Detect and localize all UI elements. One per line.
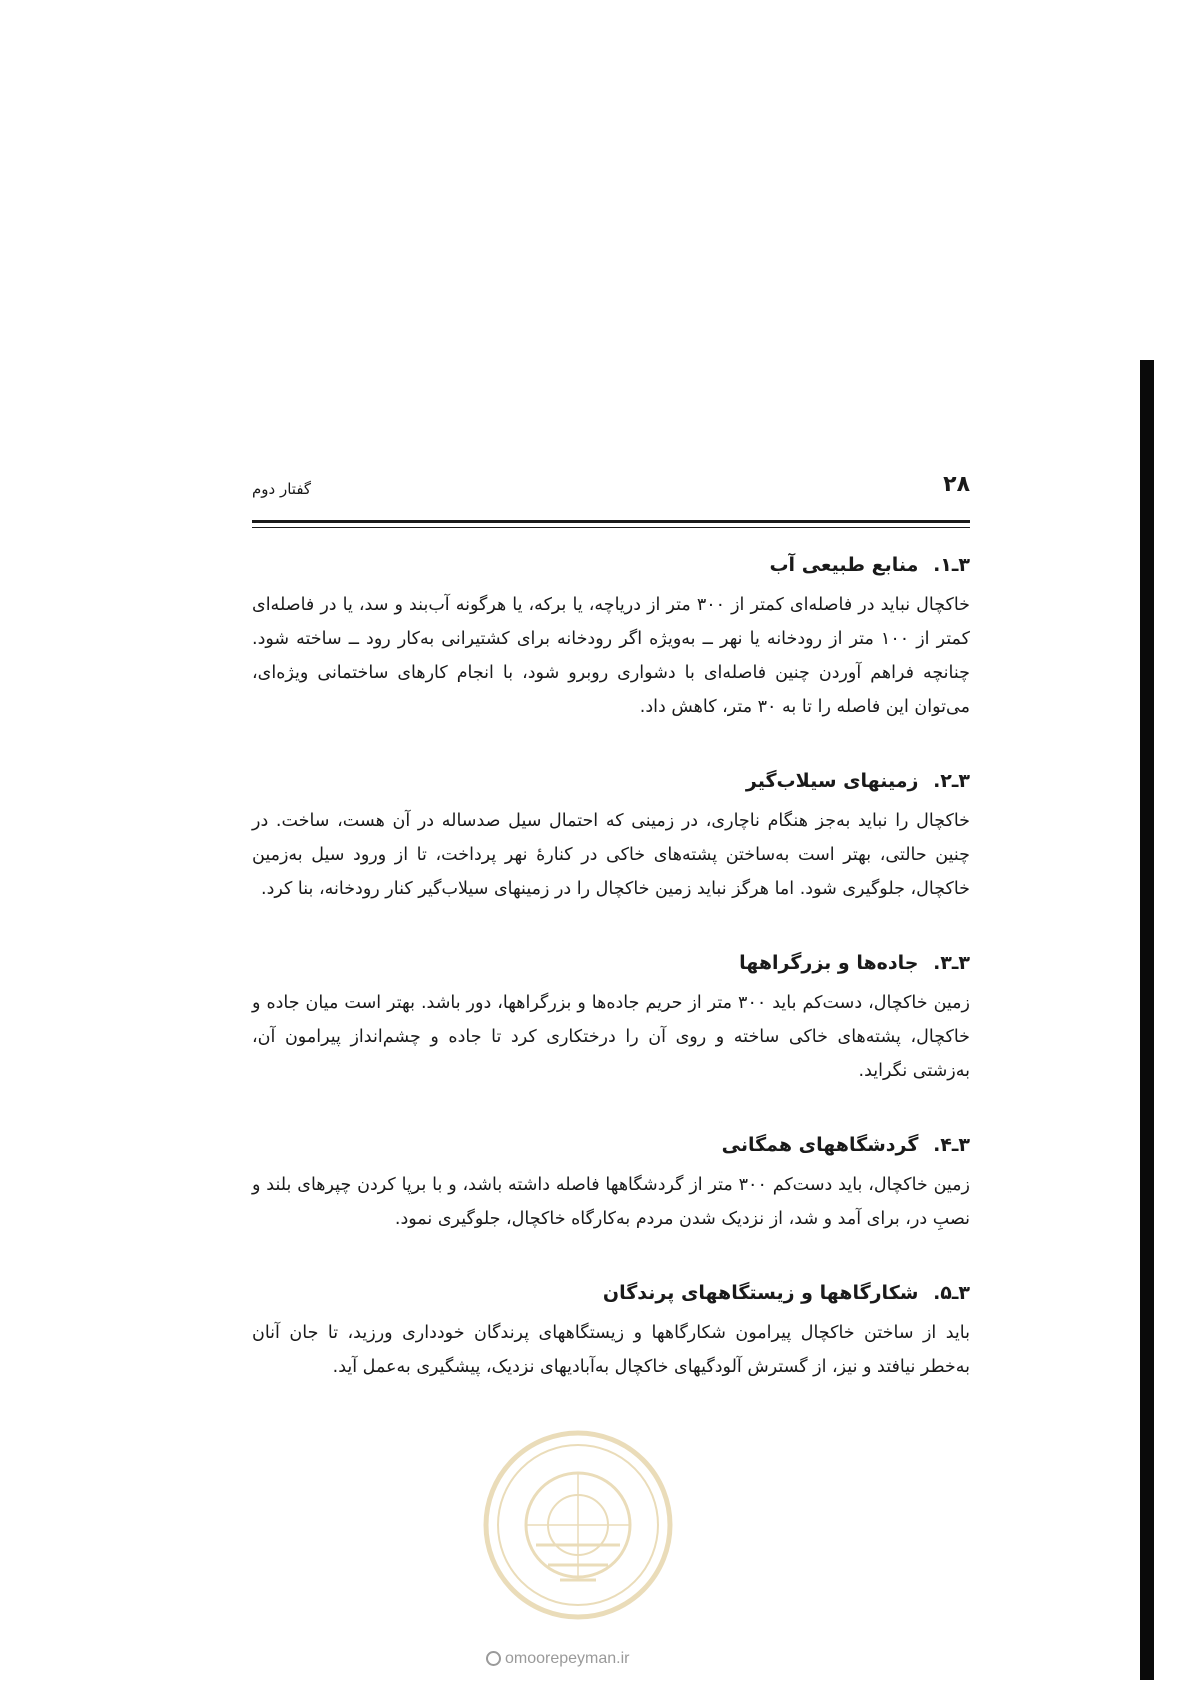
section-floodplains	[252, 764, 970, 906]
section-hunting-grounds-bird-habitats	[252, 1276, 970, 1384]
header-rule-thin	[252, 527, 970, 528]
watermark-url	[486, 1650, 630, 1668]
page-number: ۲۸	[943, 472, 970, 497]
section-number: ۳ـ۳.	[933, 952, 970, 974]
page-content	[252, 548, 970, 1424]
at-sign-icon	[486, 1651, 501, 1666]
section-body: باید از ساختن خاکچال پیرامون شکارگاهها و زیستگاههای پرندگان خودداری ورزید، تا جان آنان به‌خطر نیافتد و نیز، از گسترش آلودگیهای خاکچال به‌آبادیهای نزدیک، پیشگیری به‌عمل آید.	[252, 1323, 970, 1377]
section-body: خاکچال نباید در فاصله‌ای کمتر از ۳۰۰ متر از دریاچه، یا برکه، یا هرگونه آب‌بند و سد، یا در فاصله‌ای کمتر از ۱۰۰ متر از رودخانه یا نهر ــ به‌ویژه اگر رودخانه برای کشتیرانی به‌کار رود ــ ساخته شود. چنانچه فراهم آوردن چنین فاصله‌ای با دشواری روبرو شود، با انجام کارهای ساختمانی ویژه‌ای، می‌توان این فاصله را تا به ۳۰ متر، کاهش داد.	[252, 595, 970, 717]
section-title: منابع طبیعی آب	[769, 554, 919, 576]
section-title: شکارگاهها و زیستگاههای پرندگان	[602, 1282, 919, 1304]
section-title: زمینهای سیلاب‌گیر	[745, 770, 919, 792]
watermark-text: omoorepeyman.ir	[505, 1650, 630, 1667]
section-public-recreation-areas	[252, 1128, 970, 1236]
section-number: ۳ـ۵.	[933, 1282, 970, 1304]
watermark-seal	[478, 1425, 678, 1625]
scan-edge-bar	[1140, 360, 1154, 1680]
section-body: زمین خاکچال، باید دست‌کم ۳۰۰ متر از گردشگاهها فاصله داشته باشد، و با برپا کردن چپرهای بلند و نصبِ در، برای آمد و شد، از نزدیک شدن مردم به‌کارگاه خاکچال، جلوگیری نمود.	[252, 1175, 971, 1229]
header-rule-thick	[252, 520, 970, 523]
section-heading	[252, 1128, 970, 1162]
section-number: ۳ـ۱.	[933, 554, 970, 576]
section-body: خاکچال را نباید به‌جز هنگام ناچاری، در زمینی که احتمال سیل صدساله در آن هست، ساخت. در چنین حالتی، بهتر است به‌ساختن پشته‌های خاکی در کنارهٔ نهر پرداخت، تا از ورود سیل به‌زمین خاکچال، جلوگیری شود. اما هرگز نباید زمین خاکچال را در زمینهای سیلاب‌گیر کنار رودخانه، بنا کرد.	[252, 811, 970, 899]
chapter-title: گفتار دوم	[252, 480, 312, 498]
section-heading	[252, 946, 970, 980]
section-natural-water-sources	[252, 548, 970, 724]
section-number: ۳ـ۴.	[933, 1134, 970, 1156]
section-title: گردشگاههای همگانی	[721, 1134, 919, 1156]
section-roads-highways	[252, 946, 970, 1088]
section-heading	[252, 1276, 970, 1310]
page-header	[252, 472, 970, 532]
section-title: جاده‌ها و بزرگراهها	[739, 952, 919, 974]
section-heading	[252, 764, 970, 798]
section-number: ۳ـ۲.	[933, 770, 970, 792]
section-heading	[252, 548, 970, 582]
section-body: زمین خاکچال، دست‌کم باید ۳۰۰ متر از حریم جاده‌ها و بزرگراهها، دور باشد. بهتر است میان جاده و خاکچال، پشته‌های خاکی ساخته و روی آن را درختکاری کرد تا جاده و چشم‌انداز پیرامون آن، به‌زشتی نگراید.	[252, 993, 970, 1081]
